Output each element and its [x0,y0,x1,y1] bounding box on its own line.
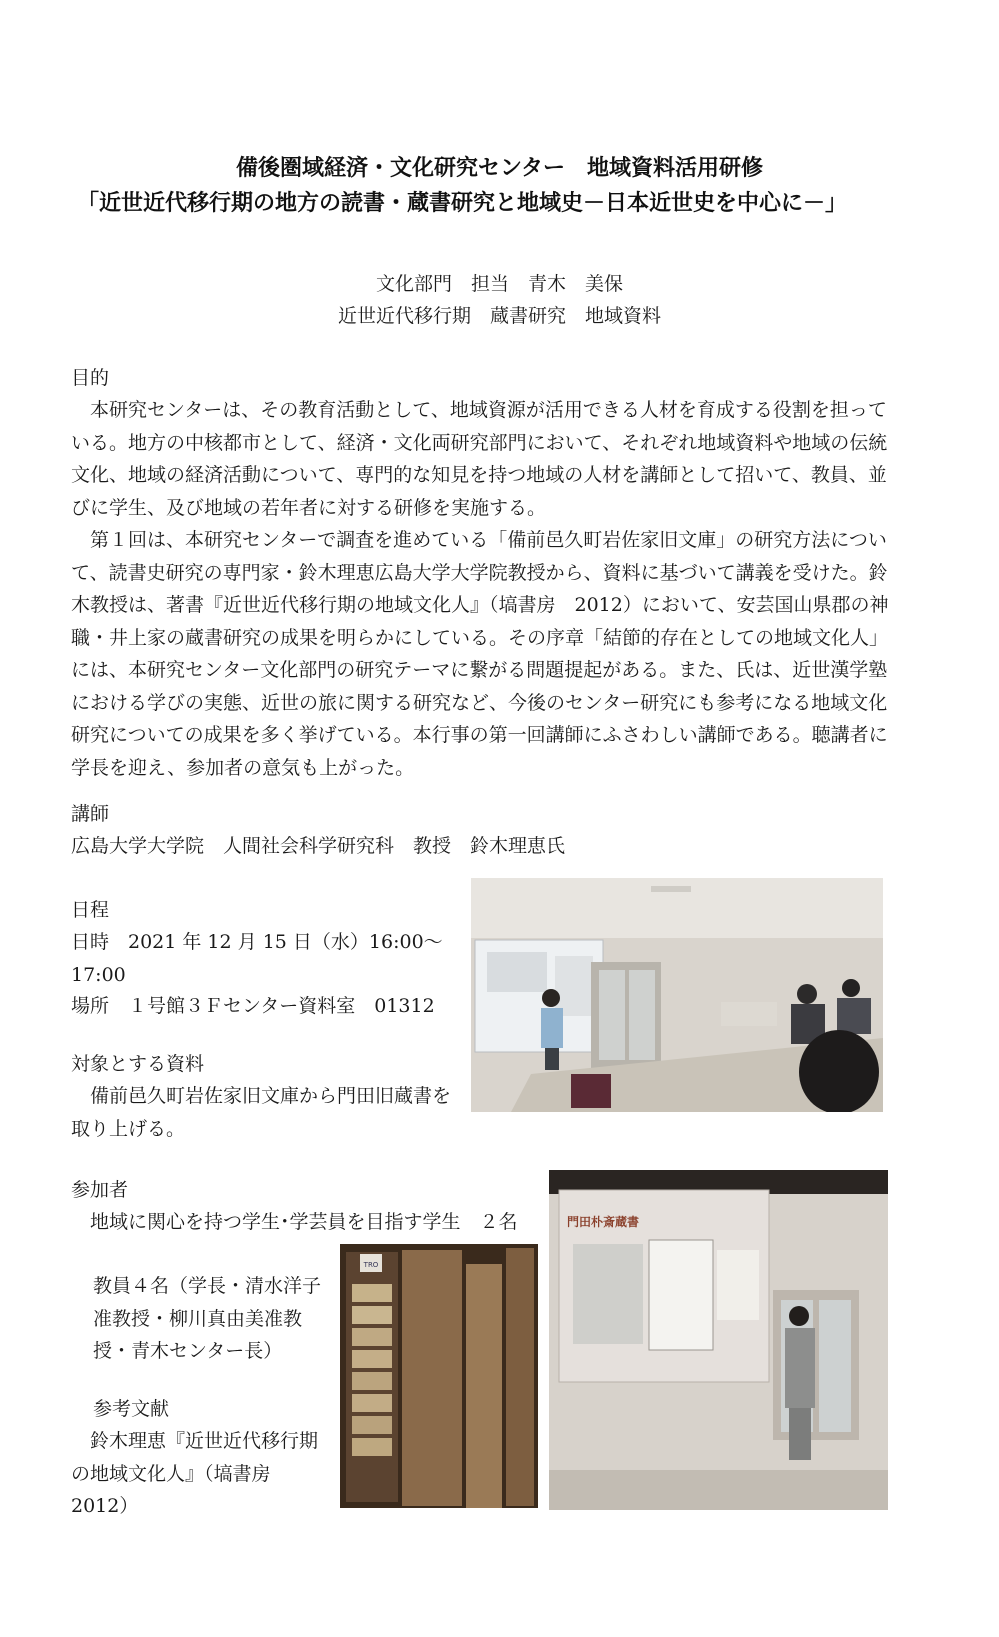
lecturer-text: 広島大学大学院 人間社会科学研究科 教授 鈴木理恵氏 [71,835,566,857]
page-title: 備後圏域経済・文化研究センター 地域資料活用研修 [235,156,764,181]
schedule-place: 場所 １号館３Ｆセンター資料室 01312 [71,995,435,1017]
references-text: 鈴木理恵『近世近代移行期の地域文化人』（塙書房 2012） [71,1430,319,1517]
lecturer-heading: 講師 [71,803,110,825]
schedule-datetime: 日時 2021 年 12 月 15 日（水）16:00～17:00 [71,931,443,986]
box-label: TRO [363,1261,379,1269]
keywords-line: 近世近代移行期 蔵書研究 地域資料 [337,305,661,327]
participants-faculty: 教員４名（学長・清水洋子准教授・柳川真由美准教授・青木センター長） [93,1275,322,1362]
page-subtitle: 「近世近代移行期の地方の読書・蔵書研究と地域史－日本近世史を中心に－」 [77,191,848,216]
purpose-paragraph-1: 本研究センターは、その教育活動として、地域資源が活用できる人材を育成する役割を担っている。地方の中核都市として、経済・文化両研究部門において、それぞれ地域資料や地域の伝統文化、地域の経済活動について、専門的な知見を持つ地域の人材を講師として招いて、教員、並びに学生、及び地域の若年者に対する研修を実施する。 [71,399,888,519]
participants-heading: 参加者 [71,1179,129,1201]
materials-heading: 対象とする資料 [71,1053,205,1075]
references-heading: 参考文献 [93,1398,170,1420]
lecture-room-photo [471,878,883,1112]
author-line: 文化部門 担当 青木 美保 [375,273,623,295]
participants-students: 地域に関心を持つ学生･学芸員を目指す学生 ２名 [90,1211,518,1233]
purpose-heading: 目的 [71,367,110,389]
old-books-photo [340,1244,538,1508]
materials-text: 備前邑久町岩佐家旧文庫から門田旧蔵書を取り上げる。 [71,1085,452,1140]
schedule-heading: 日程 [71,899,110,921]
purpose-paragraph-2: 第１回は、本研究センターで調査を進めている「備前邑久町岩佐家旧文庫」の研究方法について、読書史研究の専門家・鈴木理恵広島大学大学院教授から、資料に基づいて講義を受けた。鈴木教授は、著書『近世近代移行期の地域文化人』（塙書房 2012）において、安芸国山県郡の神職・井上家の蔵書研究の成果を明らかにしている。その序章「結節的存在としての地域文化人」には、本研究センター文化部門の研究テーマに繋がる問題提起がある。また、氏は、近世漢学塾における学びの実態、近世の旅に関する研究など、今後のセンター研究にも参考になる地域文化研究についての成果を多く挙げている。本行事の第一回講師にふさわしい講師である。聴講者に学長を迎え、参加者の意気も上がった。 [71,529,889,779]
slide-caption: 門田朴斎蔵書 [567,1215,640,1229]
presentation-photo [549,1170,888,1510]
